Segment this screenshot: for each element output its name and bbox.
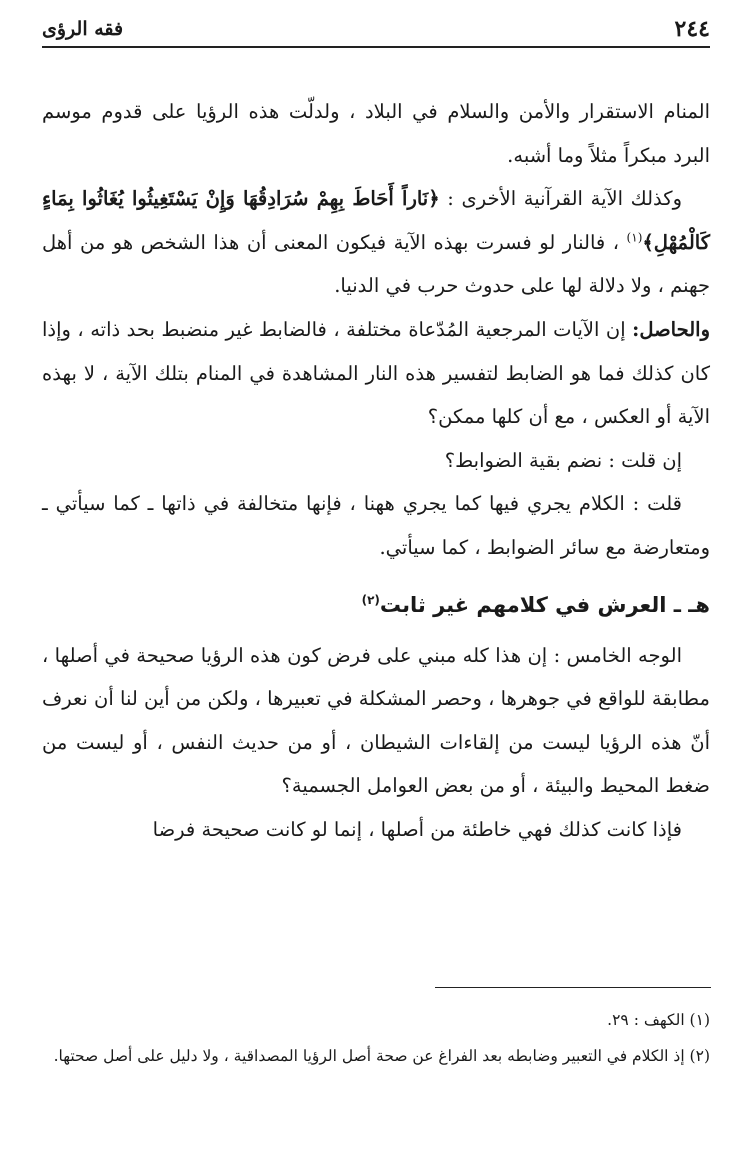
paragraph-3-rest: إن الآيات المرجعية المُدّعاة مختلفة ، فالضابط غير منضبط بحد ذاته ، وإذا كان كذلك فما هو الضابط لتفسير هذه النار المشاهدة في المنام بتلك الآية ، لا بهذه الآية أو العكس ، مع أن كلها ممكن؟: [42, 317, 710, 429]
section-heading: [42, 582, 710, 628]
quran-verse: ﴿نَاراً أَحَاطَ بِهِمْ سُرَادِقُهَا وَإِنْ يَسْتَغِيثُوا يُغَاثُوا بِمَاءٍ كَالْمُهْلِ﴾: [42, 187, 710, 254]
section-heading-text: هـ ـ العرش في كلامهم غير ثابت: [379, 592, 710, 617]
paragraph-5: قلت : الكلام يجري فيها كما يجري ههنا ، فإنها متخالفة في ذاتها ـ كما سيأتي ـ ومتعارضة مع سائر الضوابط ، كما سيأتي.: [42, 492, 710, 559]
footnotes: [42, 1002, 710, 1074]
footnote-divider: [435, 987, 711, 988]
footnote-2: (٢) إذ الكلام في التعبير وضابطه بعد الفراغ عن صحة أصل الرؤيا المصداقية ، ولا دليل على أصل صحتها.: [53, 1047, 710, 1065]
running-title: فقه الرؤى: [42, 18, 124, 40]
footnote-1: (١) الكهف : ٢٩.: [607, 1011, 710, 1029]
conclusion-label: والحاصل:: [632, 317, 710, 341]
footnote-ref-1[interactable]: (١): [626, 230, 643, 245]
main-text: [42, 90, 710, 852]
paragraph-1: المنام الاستقرار والأمن والسلام في البلاد ، ولدلّت هذه الرؤيا على قدوم موسم البرد مبكراً مثلاً وما أشبه.: [42, 100, 710, 167]
paragraph-6: الوجه الخامس : إن هذا كله مبني على فرض كون هذه الرؤيا صحيحة في أصلها ، مطابقة للواقع في جوهرها ، وحصر المشكلة في تعبيرها ، ولكن من أين لنا أن نعرف أنّ هذه الرؤيا ليست من إلقاءات الشيطان ، أو من حديث النفس ، أو ليست من ضغط المحيط والبيئة ، أو من بعض العوامل الجسمية؟: [42, 643, 710, 798]
paragraph-4: إن قلت : نضم بقية الضوابط؟: [444, 448, 682, 472]
paragraph-2: [42, 177, 710, 308]
page-number: ٢٤٤: [674, 16, 710, 42]
page-header: [42, 12, 710, 48]
paragraph-2-intro: وكذلك الآية القرآنية الأخرى :: [439, 187, 682, 211]
paragraph-7: فإذا كانت كذلك فهي خاطئة من أصلها ، إنما لو كانت صحيحة فرضا: [152, 817, 682, 841]
paragraph-2-rest: ، فالنار لو فسرت بهذه الآية فيكون المعنى أن هذا الشخص هو من أهل جهنم ، ولا دلالة لها على حدوث حرب في الدنيا.: [42, 230, 710, 298]
paragraph-3: [42, 308, 710, 439]
footnote-ref-2[interactable]: (٢): [361, 592, 380, 607]
